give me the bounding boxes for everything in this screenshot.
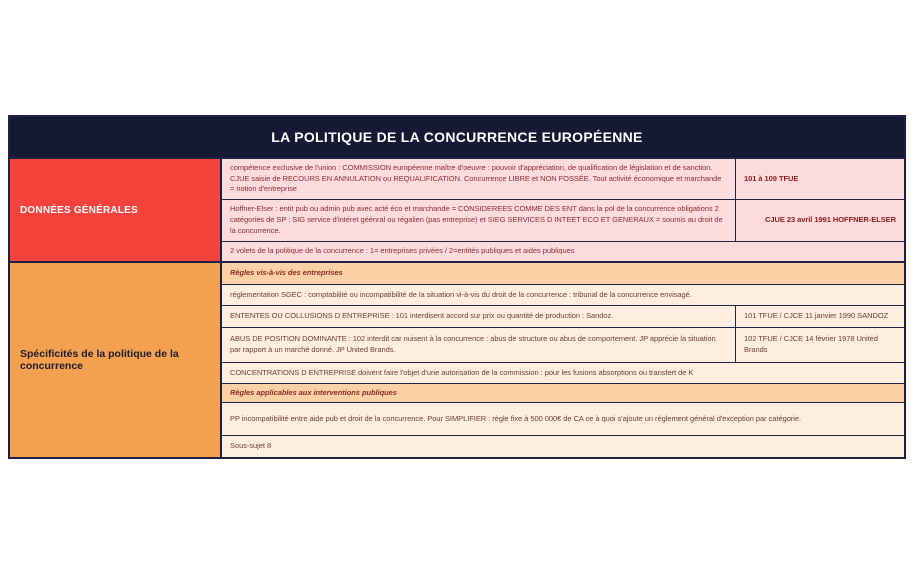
- table-row: [222, 305, 904, 327]
- reference-cell: CJUE 23 avril 1991 HOFFNER-ELSER: [735, 200, 904, 241]
- topic-cell: PP incompatibilité entre aide pub et droit de la concurrence. Pour SIMPLIFIER : règle fixe à 500 000€ de CA ce à quoi s'ajoute un règlement général d'exception par catégorie.: [222, 403, 904, 435]
- topic-cell: ENTENTES OU COLLUSIONS D ENTREPRISE : 101 interdisent accord sur prix ou quantité de production : Sandoz.: [222, 306, 735, 327]
- topic-cell: 2 volets de la politique de la concurrence : 1= entreprises privées / 2=entités publiques et aides publiques: [222, 242, 904, 261]
- table-row: [222, 327, 904, 362]
- table-row: [222, 159, 904, 199]
- table-row: [222, 241, 904, 261]
- reference-cell: 102 TFUE / CJCE 14 février 1978 United Brands: [735, 328, 904, 362]
- table-row: [222, 402, 904, 435]
- concurrence-table: [8, 115, 906, 459]
- section-rows: [222, 159, 904, 261]
- table-row: [222, 284, 904, 305]
- table-row: [222, 362, 904, 383]
- table-title: LA POLITIQUE DE LA CONCURRENCE EUROPÉENNE: [271, 129, 643, 145]
- section-label-donnees-generales: DONNÉES GÉNÉRALES: [10, 159, 222, 261]
- table-row: [222, 383, 904, 402]
- topic-cell: Hoffner-Elser : entit pub ou admin pub avec acté éco et marchande = CONSIDEREES COMME DES ENT dans la pol de la concurrence obligations 2 catégories de SP : SIG service d'intéret géénral ou régalien (pas entreprise) et SIEG SERVICES D INTEET ECO ET GENERAUX = soumis au droit de la concurrence.: [222, 200, 735, 241]
- section-donnees-generales: [10, 157, 904, 261]
- topic-cell: compétence exclusive de l'union : COMMISSION européenne maître d'oeuvre : pouvoir d'appréciation, de qualification de législation et de sanction. CJUE saisie de RECOURS EN ANNULATION ou REQUALIFICATION. Concurrence LIBRE et NON FOSSÉE. Tout activité économique et marchande = notion d'entreprise: [222, 159, 735, 199]
- section-label-specificites: Spécificités de la politique de la concurrence: [10, 263, 222, 457]
- subheading-cell: Règles vis-à-vis des entreprises: [222, 263, 904, 284]
- section-rows: [222, 263, 904, 457]
- topic-cell: réglementation SGEC : comptabilité ou incompatibilité de la situation vi-à-vis du droit de la concurrence : tribunal de la concurrence envisagé.: [222, 285, 904, 305]
- reference-cell: 101 à 109 TFUE: [735, 159, 904, 199]
- table-title-bar: [10, 117, 904, 157]
- subheading-cell: Règles applicables aux interventions publiques: [222, 384, 904, 402]
- topic-cell: CONCENTRATIONS D ENTREPRISE doivent faire l'objet d'une autorisation de la commission : pour les fusions absorptions ou transfert de K: [222, 363, 904, 383]
- table-row: [222, 199, 904, 241]
- reference-cell: 101 TFUE / CJCE 11 janvier 1990 SANDOZ: [735, 306, 904, 327]
- topic-cell: ABUS DE POSITION DOMINANTE : 102 interdit car nuisent à la concurrence : abus de structure ou abus de comportement. JP apprécie la situation par rapport à un marché donné. JP United Brands.: [222, 328, 735, 362]
- topic-cell: Sous-sujet 8: [222, 436, 904, 457]
- section-specificites: [10, 261, 904, 457]
- table-row: [222, 263, 904, 284]
- table-row: [222, 435, 904, 457]
